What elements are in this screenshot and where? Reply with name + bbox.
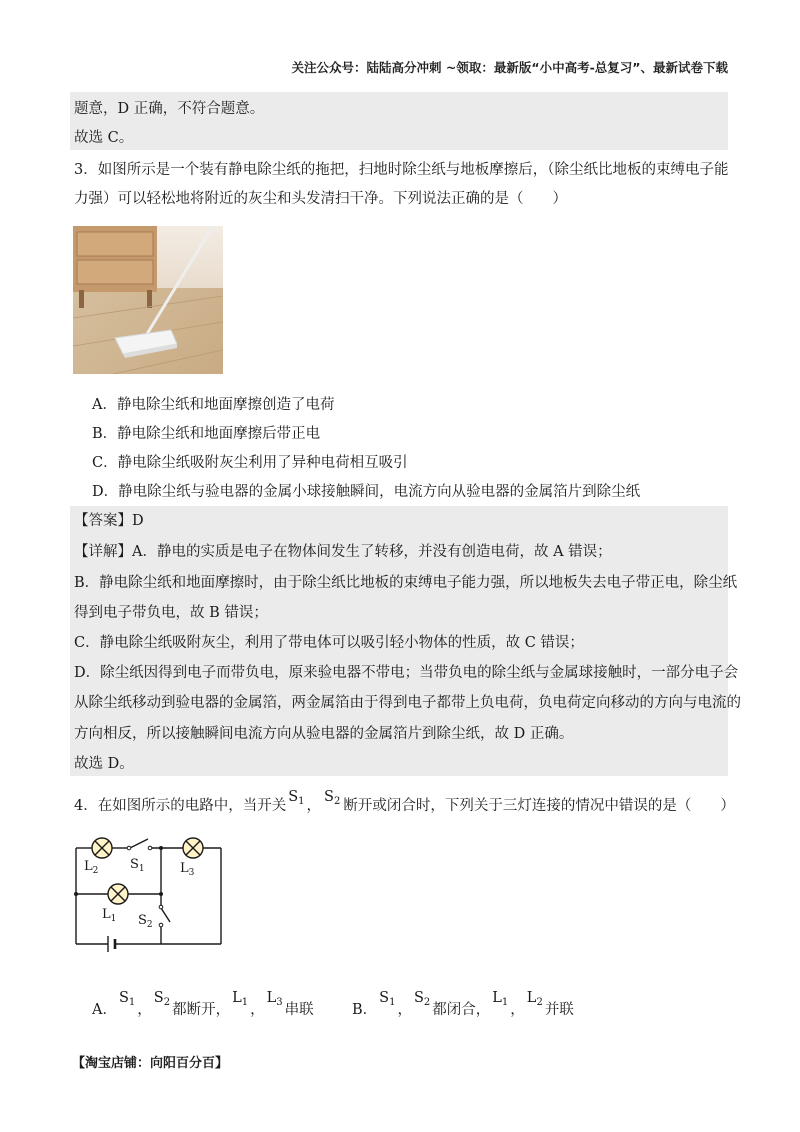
label-l3: $L_3$ [180,861,195,878]
q3-option-d: D．静电除尘纸与验电器的金属小球接触瞬间，电流方向从验电器的金属箔片到除尘纸 [92,484,641,500]
q3-stem-line-1: 3．如图所示是一个装有静电除尘纸的拖把，扫地时除尘纸与地板摩擦后，（除尘纸比地板的束缚电子能 [74,162,729,178]
q4-stem-comma: ， [306,798,322,814]
q3-explanation-line-7: 方向相反，所以接触瞬间电流方向从验电器的金属箔片到除尘纸，故 D 正确。 [74,726,574,742]
label-l2: $L_2$ [84,859,99,876]
q3-explanation-line-6: 从除尘纸移动到验电器的金属箔，两金属箔由于得到电子都带上负电荷，负电荷定向移动的方向与电流的 [74,695,741,711]
page-footer: 【淘宝店铺：向阳百分百】 [72,1056,229,1071]
q4-option-b: B．$S_1$ ，$S_2$ 都闭合，$L_1$ ，$L_2$ 并联 [352,990,574,1018]
prev-answer-line-2: 故选 C。 [74,130,134,146]
q3-answer: 【答案】D [74,513,144,529]
q3-option-a: A．静电除尘纸和地面摩擦创造了电荷 [92,397,335,413]
q4-stem-suffix: 断开或闭合时，下列关于三灯连接的情况中错误的是（ ） [343,798,735,814]
q3-option-c: C．静电除尘纸吸附灰尘利用了异种电荷相互吸引 [92,455,408,471]
q4-stem-s2: $S_2$ [324,789,341,807]
q3-explanation-line-5: D．除尘纸因得到电子而带负电，原来验电器不带电；当带负电的除尘纸与金属球接触时，一部分电子会 [74,665,739,681]
q3-explanation-line-1: 【详解】A．静电的实质是电子在物体间发生了转移，并没有创造电荷，故 A 错误； [74,544,612,560]
page-header: 关注公众号：陆陆高分冲刺 ~领取：最新版“小中高考-总复习”、最新试卷下载 [291,60,728,75]
q4-stem-prefix: 4．在如图所示的电路中，当开关 [74,798,287,814]
label-s2: $S_2$ [138,913,153,930]
label-s1: $S_1$ [130,857,145,874]
q3-stem-line-2: 力强）可以轻松地将附近的灰尘和头发清扫干净。下列说法正确的是（ ） [74,191,567,207]
q3-option-b: B．静电除尘纸和地面摩擦后带正电 [92,426,321,442]
circuit-diagram [68,826,238,960]
q4-stem-s1: $S_1$ [288,789,305,807]
label-l1: $L_1$ [102,907,117,924]
q4-option-a: A．$S_1$ ，$S_2$ 都断开，$L_1$ ，$L_3$ 串联 [92,990,314,1018]
prev-answer-line-1: 题意，D 正确，不符合题意。 [74,101,265,117]
q3-explanation-line-2: B．静电除尘纸和地面摩擦时，由于除尘纸比地板的束缚电子能力强，所以地板失去电子带正电，除尘纸 [74,575,738,591]
mop-photo [73,226,223,374]
q3-explanation-line-4: C．静电除尘纸吸附灰尘，利用了带电体可以吸引轻小物体的性质，故 C 错误； [74,635,584,651]
q4-stem [74,789,735,821]
q3-explanation-line-8: 故选 D。 [74,756,134,772]
q3-explanation-line-3: 得到电子带负电，故 B 错误； [74,605,268,621]
